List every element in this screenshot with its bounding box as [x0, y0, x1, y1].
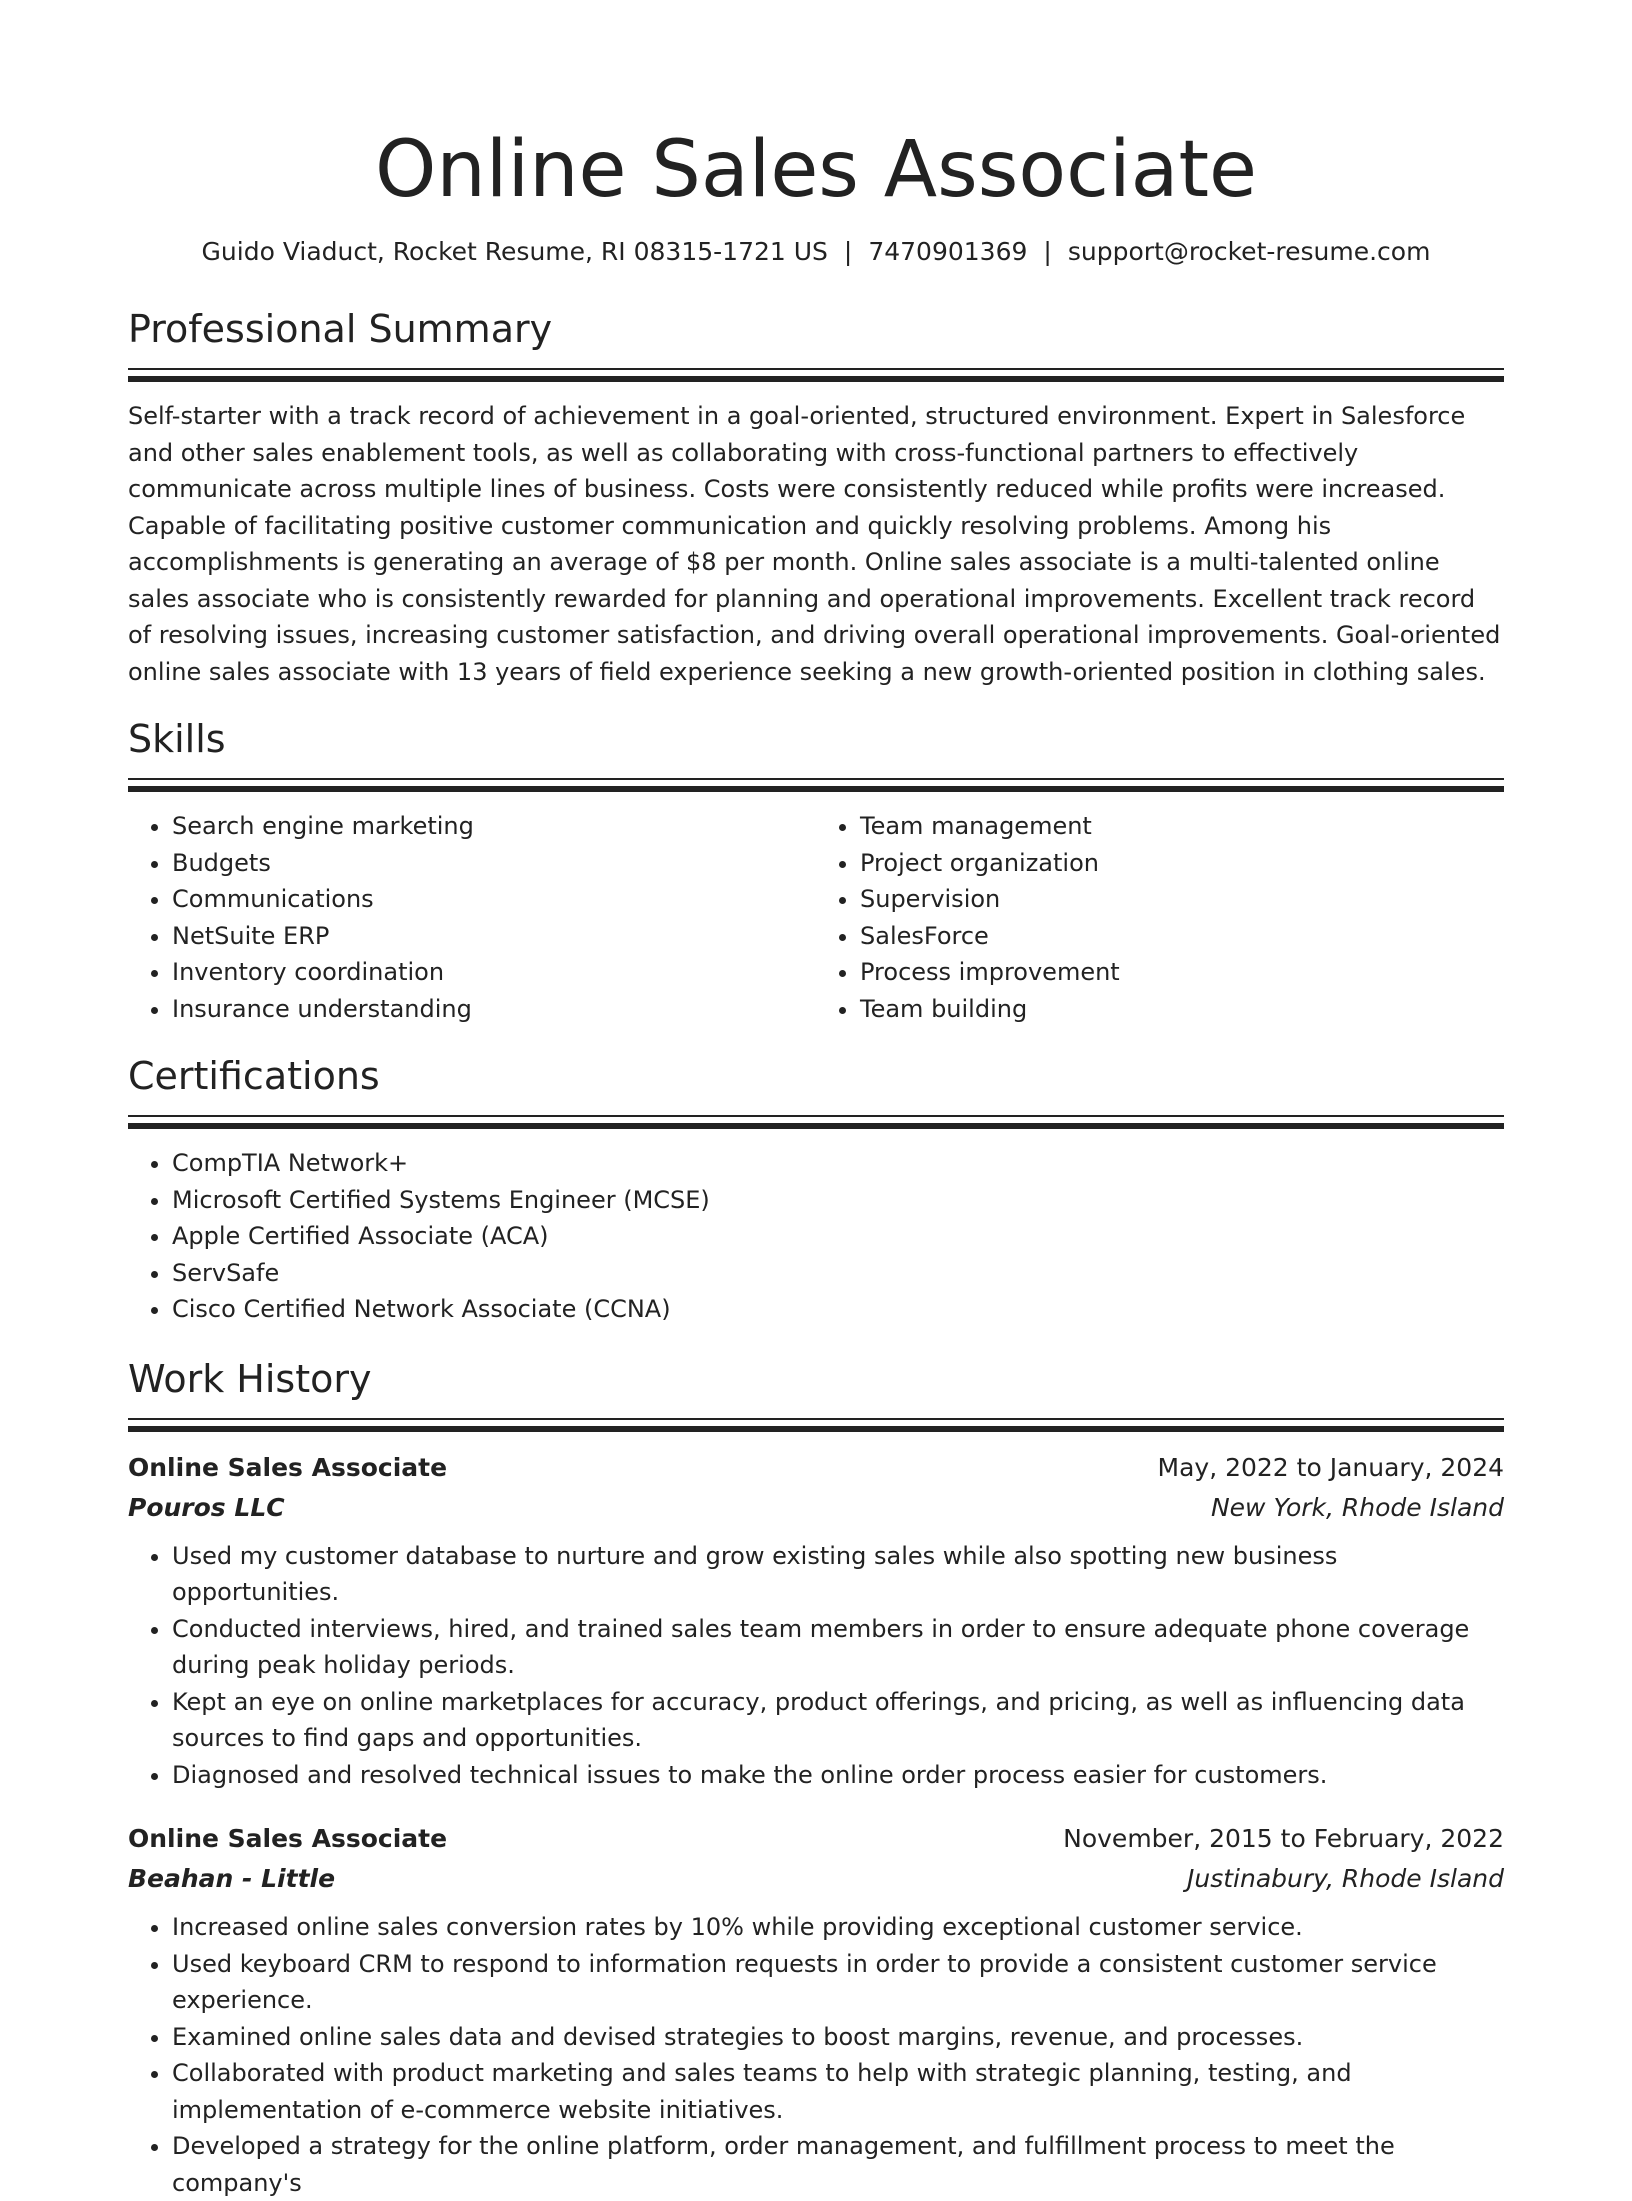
- contact-address: Guido Viaduct, Rocket Resume, RI 08315-1721 US: [202, 237, 828, 266]
- skill-item: • Project organization: [860, 845, 1504, 882]
- job-location: Justinabury, Rhode Island: [1187, 1859, 1504, 1899]
- section-professional-summary: [128, 302, 1504, 690]
- job-bullet: • Collaborated with product marketing and sales teams to help with strategic planning, testing, and implementation of e-commerce website initiatives.: [172, 2055, 1504, 2128]
- skills-list-left: [128, 808, 816, 1027]
- contact-separator: |: [828, 234, 868, 270]
- job-header: [128, 1819, 1504, 1859]
- job-header: [128, 1448, 1504, 1488]
- job-bullets: [128, 1909, 1504, 2201]
- certification-item: • Microsoft Certified Systems Engineer (MCSE): [172, 1182, 1504, 1219]
- job-entry: [128, 1819, 1504, 2201]
- skill-item: • Budgets: [172, 845, 816, 882]
- job-dates: November, 2015 to February, 2022: [1063, 1819, 1504, 1859]
- certification-item: • Cisco Certified Network Associate (CCNA): [172, 1291, 1504, 1328]
- skill-item: • Team building: [860, 991, 1504, 1028]
- job-company: Pouros LLC: [128, 1488, 285, 1528]
- job-company: Beahan - Little: [128, 1859, 335, 1899]
- section-divider: [128, 1115, 1504, 1129]
- job-title: Online Sales Associate: [128, 1448, 447, 1488]
- section-title: Professional Summary: [128, 302, 1504, 356]
- job-bullet: • Increased online sales conversion rates by 10% while providing exceptional customer service.: [172, 1909, 1504, 1946]
- section-certifications: [128, 1049, 1504, 1328]
- skill-item: • Supervision: [860, 881, 1504, 918]
- job-entry: [128, 1448, 1504, 1794]
- contact-email[interactable]: support@rocket-resume.com: [1068, 237, 1431, 266]
- job-bullet: • Used my customer database to nurture and grow existing sales while also spotting new business opportunities.: [172, 1538, 1504, 1611]
- section-title: Work History: [128, 1352, 1504, 1406]
- job-subheader: [128, 1488, 1504, 1528]
- job-title: Online Sales Associate: [128, 1819, 447, 1859]
- skill-item: • Insurance understanding: [172, 991, 816, 1028]
- section-work-history: [128, 1352, 1504, 2201]
- certifications-list: [128, 1145, 1504, 1328]
- section-divider: [128, 368, 1504, 382]
- contact-phone: 7470901369: [868, 237, 1027, 266]
- skill-item: • NetSuite ERP: [172, 918, 816, 955]
- contact-separator: |: [1027, 234, 1067, 270]
- job-bullet: • Kept an eye on online marketplaces for accuracy, product offerings, and pricing, as well as influencing data sources to find gaps and opportunities.: [172, 1684, 1504, 1757]
- job-bullet: • Diagnosed and resolved technical issues to make the online order process easier for customers.: [172, 1757, 1504, 1794]
- skill-item: • Search engine marketing: [172, 808, 816, 845]
- certification-item: • CompTIA Network+: [172, 1145, 1504, 1182]
- job-dates: May, 2022 to January, 2024: [1158, 1448, 1504, 1488]
- section-divider: [128, 1418, 1504, 1432]
- job-bullet: • Developed a strategy for the online platform, order management, and fulfillment process to meet the company's: [172, 2128, 1504, 2201]
- certification-item: • ServSafe: [172, 1255, 1504, 1292]
- contact-line: [128, 234, 1504, 270]
- section-title: Skills: [128, 712, 1504, 766]
- job-subheader: [128, 1859, 1504, 1899]
- skill-item: • Inventory coordination: [172, 954, 816, 991]
- resume-name: Online Sales Associate: [128, 120, 1504, 220]
- skills-list-right: [816, 808, 1504, 1027]
- job-bullet: • Examined online sales data and devised strategies to boost margins, revenue, and processes.: [172, 2019, 1504, 2056]
- section-skills: [128, 712, 1504, 1027]
- job-bullet: • Used keyboard CRM to respond to information requests in order to provide a consistent customer service experience.: [172, 1946, 1504, 2019]
- job-location: New York, Rhode Island: [1211, 1488, 1504, 1528]
- skill-item: • Process improvement: [860, 954, 1504, 991]
- skill-item: • Team management: [860, 808, 1504, 845]
- skill-item: • Communications: [172, 881, 816, 918]
- section-divider: [128, 778, 1504, 792]
- skill-item: • SalesForce: [860, 918, 1504, 955]
- resume-content: [128, 120, 1504, 2201]
- certification-item: • Apple Certified Associate (ACA): [172, 1218, 1504, 1255]
- section-title: Certifications: [128, 1049, 1504, 1103]
- job-bullet: • Conducted interviews, hired, and trained sales team members in order to ensure adequate phone coverage during peak holiday periods.: [172, 1611, 1504, 1684]
- job-bullets: [128, 1538, 1504, 1794]
- summary-text: Self-starter with a track record of achievement in a goal-oriented, structured environment. Expert in Salesforce and other sales enablement tools, as well as collaborating with cross-functional partners to effectively communicate across multiple lines of business. Costs were consistently reduced while profits were increased. Capable of facilitating positive customer communication and quickly resolving problems. Among his accomplishments is generating an average of $8 per month. Online sales associate is a multi-talented online sales associate who is consistently rewarded for planning and operational improvements. Excellent track record of resolving issues, increasing customer satisfaction, and driving overall operational improvements. Goal-oriented online sales associate with 13 years of field experience seeking a new growth-oriented position in clothing sales.: [128, 398, 1504, 690]
- skills-columns: [128, 808, 1504, 1027]
